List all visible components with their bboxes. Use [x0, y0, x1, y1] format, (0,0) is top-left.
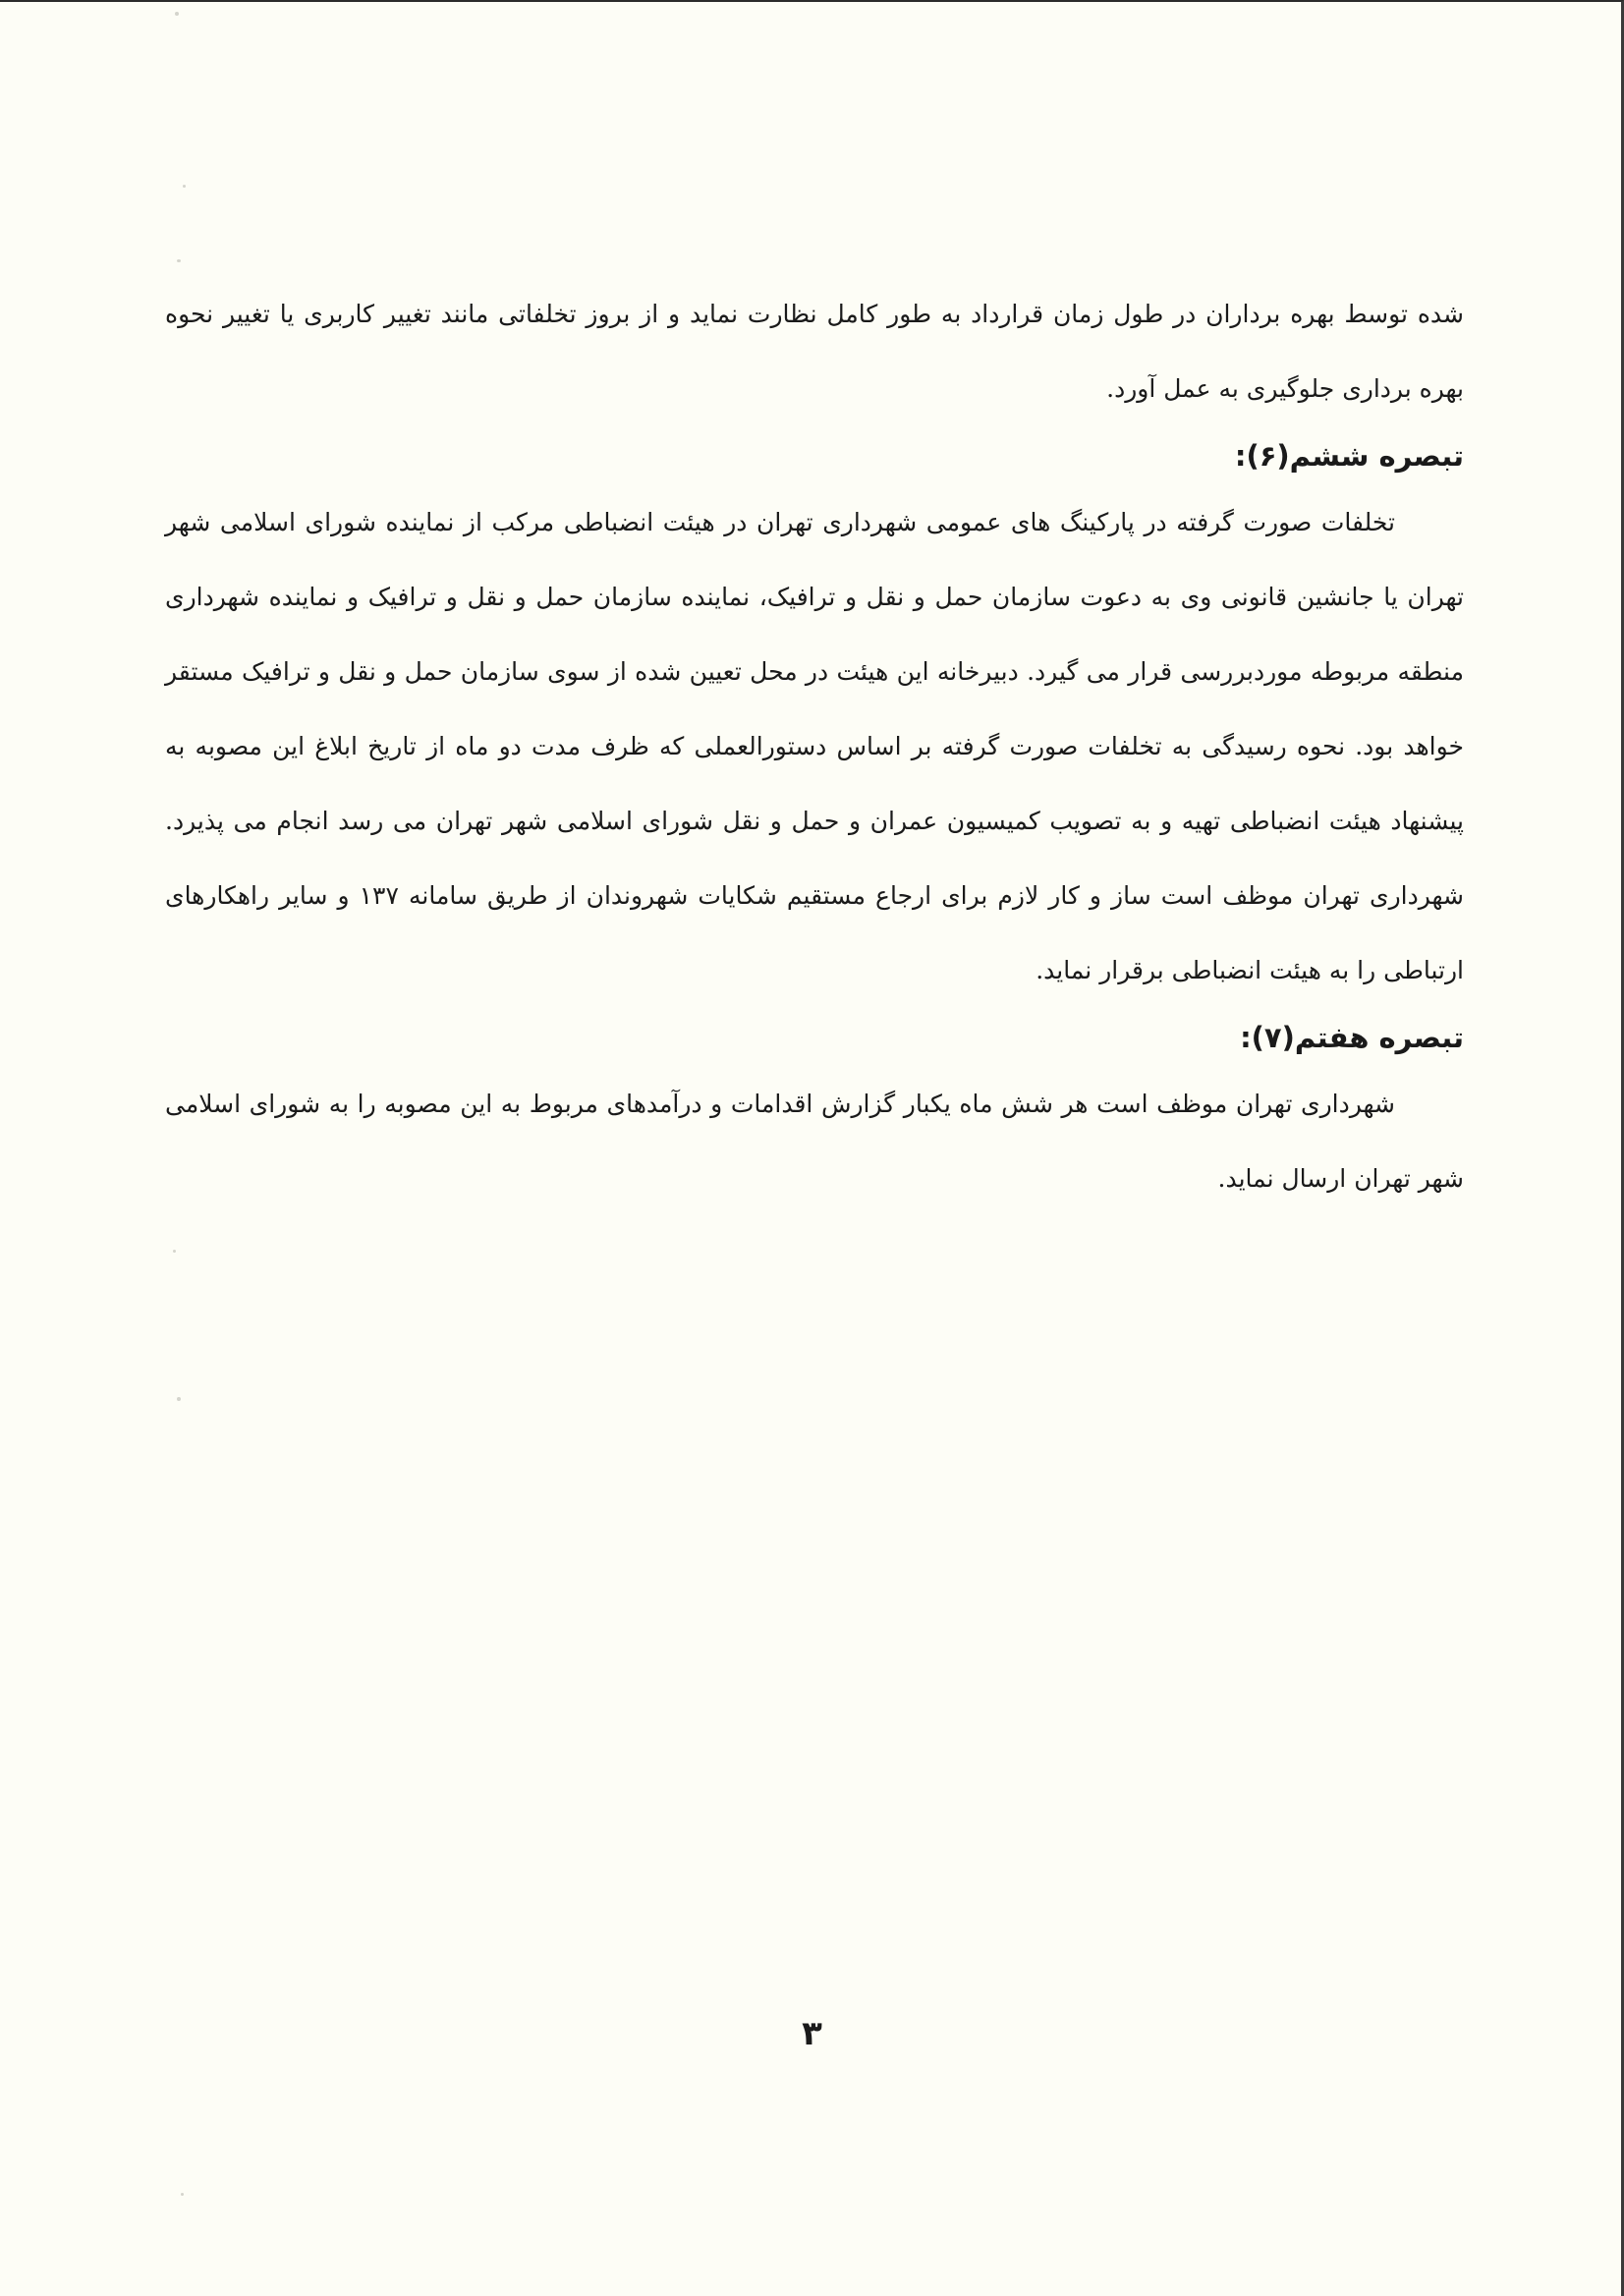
page-number: ۳ [802, 2014, 822, 2053]
section-heading-sixth: تبصره ششم(۶): [1234, 439, 1464, 473]
scan-speck [183, 185, 186, 188]
section-heading-seventh: تبصره هفتم(۷): [1240, 1021, 1464, 1054]
section-body-sixth: تخلفات صورت گرفته در پارکینگ های عمومی شهرداری تهران در هیئت انضباطی مرکب از نماینده شورای اسلامی شهر تهران یا جانشین قانونی وی به دعوت سازمان حمل و نقل و ترافیک، نماینده سازمان حمل و نقل و ترافیک و نماینده شهرداری منطقه مربوطه موردبررسی قرار می گیرد. دبیرخانه این هیئت در محل تعیین شده از سوی سازمان حمل و نقل و ترافیک مستقر خواهد بود. نحوه رسیدگی به تخلفات صورت گرفته بر اساس دستورالعملی که ظرف مدت دو ماه از تاریخ ابلاغ این مصوبه به پیشنهاد هیئت انضباطی تهیه و به تصویب کمیسیون عمران و حمل و نقل شورای اسلامی شهر تهران می رسد انجام می پذیرد. شهرداری تهران موظف است ساز و کار لازم برای ارجاع مستقیم شکایات شهروندان از طریق سامانه ۱۳۷ و سایر راهکارهای ارتباطی را به هیئت انضباطی برقرار نماید. [165, 508, 1465, 984]
scan-speck [175, 12, 179, 16]
continuation-paragraph: شده توسط بهره برداران در طول زمان قرارداد به طور کامل نظارت نماید و از بروز تخلفاتی مانند تغییر کاربری یا تغییر نحوه بهره برداری جلوگیری به عمل آورد. [165, 300, 1464, 403]
scan-speck [181, 2193, 184, 2196]
document-body [165, 277, 1464, 1216]
scan-speck [173, 1250, 176, 1253]
scan-speck [177, 1397, 181, 1401]
scan-speck [177, 259, 181, 262]
section-body-seventh: شهرداری تهران موظف است هر شش ماه یکبار گزارش اقدامات و درآمدهای مربوط به این مصوبه را به شورای اسلامی شهر تهران ارسال نماید. [165, 1090, 1464, 1193]
